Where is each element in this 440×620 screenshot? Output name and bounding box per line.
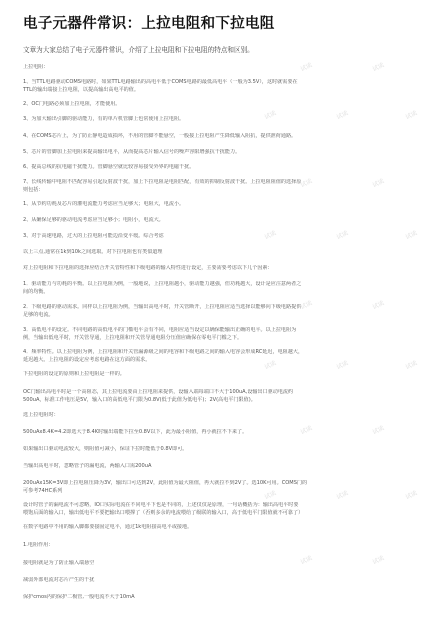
paragraph: 200uAx15K=3V即上拉电阻压降为3V，输出口可达到2V，此阻值为最大阻值，再大就拉不到2V了。选10K可用。COMS门的 可参考74HC系列: [23, 480, 308, 494]
watermark-text: 试读: [404, 359, 419, 372]
paragraph: 3、对于高速电路，过大的上拉电阻可能边沿变平缓。综合考虑: [23, 233, 164, 239]
paragraph: 4．频率特性。以上拉电阻为例，上拉电阻和开关管漏源级之间的电容和下级电路之间的输入电容会形成RC延迟，电阻越大， 延迟越大。上拉电阻的设定应考虑电路在这方面的需求。: [23, 349, 304, 363]
watermark-text: 试读: [371, 61, 386, 74]
paragraph: 保护cmos内的保护二极管,一般电流不大于10mA: [23, 594, 135, 600]
paragraph: 1、当TTL电路驱动COMS电路时，如果TTL电路输出的高电平低于COMS电路的最低高电平（一般为3.5V），这时就需要在 TTL的输出端接上拉电阻，以提高输出高电平的值。: [23, 79, 298, 93]
paragraph: 7、长线传输中电阻不匹配容易引起反射波干扰，加上下拉电阻是电阻匹配，有效的抑制反射波干扰。上拉电阻阻值的选择原 则包括：: [23, 179, 302, 193]
paragraph: 2、OC门电路必须加上拉电阻，才能使用。: [23, 101, 121, 107]
intro-text: 文章为大家总结了电子元器件常识，介绍了上拉电阻和下拉电阻的特点和区别。: [23, 46, 254, 54]
paragraph: 以上三点,通常在1k到10k之间选取。对下拉电阻也有类似道理: [23, 249, 163, 255]
watermark-text: 试读: [371, 424, 386, 437]
watermark-text: 试读: [335, 489, 350, 502]
paragraph: 1．驱动能力与功耗的平衡。以上拉电阻为例，一般地说，上拉电阻越小，驱动能力越强，但功耗越大，设计是应注意两者之 间的均衡。: [23, 281, 302, 295]
watermark-text: 试读: [263, 359, 278, 372]
watermark-text: 试读: [335, 359, 350, 372]
paragraph: 当输出高电平时，忽略管子的漏电流，两输入口需200uA: [23, 463, 152, 469]
watermark-text: 试读: [371, 177, 386, 190]
watermark-text: 试读: [263, 489, 278, 502]
paragraph: 2、从确保足够的驱动电流考虑应当足够小；电阻小，电流大。: [23, 217, 164, 223]
paragraph: OC门输出高电平时是一个高阻态，其上拉电流要由上拉电阻来提供，设输入端每端口不大于100uA,设输出口驱动电流约 500uA，标准工作电压是5V，输入口的高低电平门限为0.8V(低于此值为低电平)；2V(高电平门限值)。: [23, 389, 294, 403]
paragraph: 设计时管子的漏电流不可忽略，IO口实际电流在不同电平下也是不同的，上述仅仅是原理，一句话概括为：输出高电平时要 喂饱后面的输入口，输出低电平不要把输出口喂撑了（否则多余的电流喂给了级联的输入口，高于低电平门限值就不可靠了）: [23, 502, 304, 516]
watermark-text: 试读: [335, 109, 350, 122]
watermark-text: 试读: [404, 109, 419, 122]
paragraph: 在数字电路中不用的输入脚都要接固定电平，通过1k电阻接高电平或接地。: [23, 524, 193, 530]
watermark-text: 试读: [371, 299, 386, 312]
watermark-text: 试读: [299, 299, 314, 312]
paragraph: 1、从节约功耗及芯片的灌电流能力考虑应当足够大；电阻大，电流小。: [23, 201, 185, 207]
watermark-text: 试读: [404, 229, 419, 242]
watermark-text: 试读: [299, 554, 314, 567]
paragraph: 2．下级电路的驱动需求。同样以上拉电阻为例，当输出高电平时，开关管断开，上拉电阻应适当选择以能够向下级电路提供 足够的电流。: [23, 304, 302, 318]
section-heading-resistor-role: 1.电阻作用：: [23, 542, 54, 548]
watermark-text: 试读: [404, 489, 419, 502]
paragraph: 接电阻就是为了防止输入端悬空: [23, 560, 95, 566]
paragraph: 如果输出口驱动电流较大，则阻值可减小，保证下拉时能低于0.8V即可。: [23, 446, 188, 452]
paragraph: 对上拉电阻和下拉电阻的选择应结合开关管特性和下级电路的输入特性进行设定，主要需要考虑以下几个因素：: [23, 265, 273, 271]
paragraph: 500uAx8.4K=4.2即选大于8.4K时输出端能下拉至0.8V以下，此为最小阻值，再小就拉不下来了。: [23, 429, 248, 435]
watermark-text: 试读: [263, 229, 278, 242]
paragraph: 减弱外部电流对芯片产生的干扰: [23, 577, 95, 583]
paragraph: 选上拉电阻时：: [23, 412, 59, 418]
page-title: 电子元器件常识：上拉电阻和下拉电阻: [23, 16, 275, 32]
paragraph: 下拉电阻的设定的原则和上拉电阻是一样的。: [23, 371, 125, 377]
paragraph: 6、提高总线的抗电磁干扰能力。管脚悬空就比较容易接受外界的电磁干扰。: [23, 164, 195, 170]
section-heading-pullup: 上拉电阻：: [23, 64, 49, 70]
watermark-text: 试读: [299, 424, 314, 437]
watermark-text: 试读: [263, 109, 278, 122]
paragraph: 3．高低电平的设定。不同电路的高低电平的门槛电平会有不同，电阻应适当设定以确保能输出正确的电平。以上拉电阻为 例，当输出低电平时，开关管导通，上拉电阻和开关管导通电阻分压值应确保在零电平门槛之下。: [23, 327, 297, 341]
watermark-text: 试读: [299, 177, 314, 190]
paragraph: 3、为加大输出引脚的驱动能力，有的单片机管脚上也常使用上拉电阻。: [23, 116, 185, 122]
paragraph: 4、在COMS芯片上，为了防止静电造成损坏，不用的管脚不能悬空，一般接上拉电阻产生降低输入阻抗，提供泄荷通路。: [23, 133, 297, 139]
watermark-text: 试读: [299, 61, 314, 74]
watermark-text: 试读: [371, 554, 386, 567]
paragraph: 5、芯片的管脚加上拉电阻来提高输出电平，从而提高芯片输入信号的噪声容限增强抗干扰能力。: [23, 149, 241, 155]
watermark-text: 试读: [335, 229, 350, 242]
